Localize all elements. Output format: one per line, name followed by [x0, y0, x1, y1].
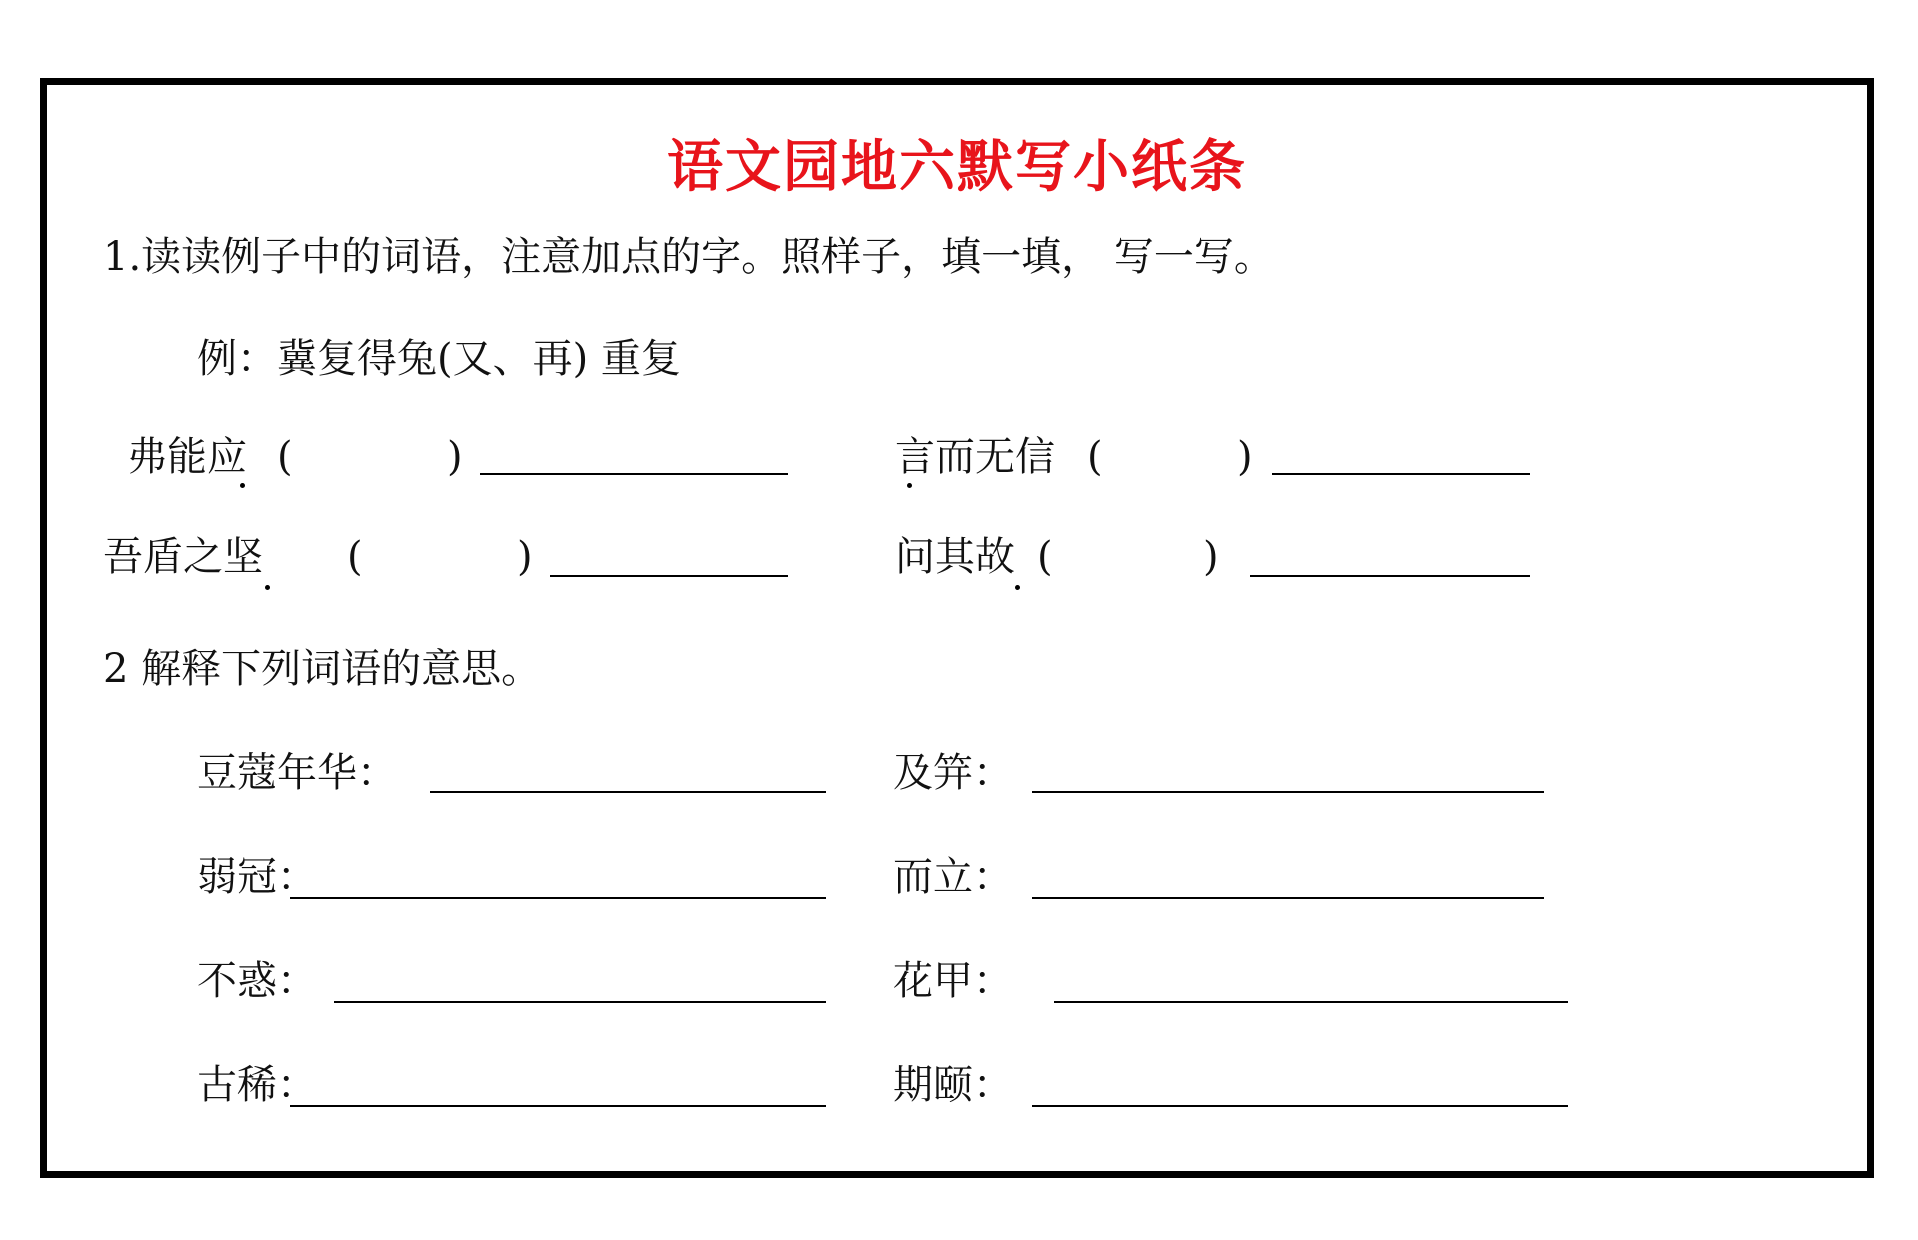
answer-blank[interactable] — [1250, 575, 1530, 577]
q1-item-close-paren: ) — [1203, 534, 1219, 580]
q2-item-label: 而立： — [893, 854, 1013, 900]
q1-item-close-paren: ) — [517, 534, 533, 580]
answer-blank[interactable] — [1032, 897, 1544, 899]
q1-item-open-paren: ( — [277, 434, 293, 480]
emphasis-dot — [265, 585, 270, 590]
q1-item-open-paren: ( — [347, 534, 363, 580]
worksheet-title: 语文园地六默写小纸条 — [667, 135, 1247, 200]
answer-blank[interactable] — [290, 1105, 826, 1107]
answer-blank[interactable] — [1032, 791, 1544, 793]
q1-instruction: 1.读读例子中的词语，注意加点的字。照样子，填一填， 写一写。 — [103, 234, 1274, 280]
q1-item-word: 弗能应 — [127, 434, 247, 480]
answer-blank[interactable] — [430, 791, 826, 793]
q2-item-label: 及笄： — [893, 750, 1013, 796]
q2-item-label: 豆蔻年华： — [197, 750, 397, 796]
emphasis-dot — [907, 483, 912, 488]
q2-item-label: 花甲： — [893, 958, 1013, 1004]
answer-blank[interactable] — [550, 575, 788, 577]
q1-item-word: 言而无信 — [895, 434, 1055, 480]
answer-blank[interactable] — [290, 897, 826, 899]
answer-blank[interactable] — [334, 1001, 826, 1003]
q2-item-label: 古稀： — [197, 1062, 317, 1108]
q1-item-close-paren: ) — [1237, 434, 1253, 480]
answer-blank[interactable] — [1054, 1001, 1568, 1003]
q2-item-label: 期颐： — [893, 1062, 1013, 1108]
q2-instruction: 2 解释下列词语的意思。 — [103, 646, 542, 692]
q1-item-open-paren: ( — [1087, 434, 1103, 480]
worksheet-frame — [40, 78, 1874, 1178]
q1-item-word: 问其故 — [895, 534, 1015, 580]
q1-example: 例：冀复得兔(又、再) 重复 — [197, 336, 681, 382]
q2-item-label: 弱冠： — [197, 854, 317, 900]
answer-blank[interactable] — [1272, 473, 1530, 475]
answer-blank[interactable] — [1032, 1105, 1568, 1107]
q1-item-open-paren: ( — [1037, 534, 1053, 580]
q2-item-label: 不惑： — [197, 958, 317, 1004]
emphasis-dot — [1015, 585, 1020, 590]
answer-blank[interactable] — [480, 473, 788, 475]
q1-item-close-paren: ) — [447, 434, 463, 480]
q1-item-word: 吾盾之坚 — [103, 534, 263, 580]
emphasis-dot — [240, 483, 245, 488]
